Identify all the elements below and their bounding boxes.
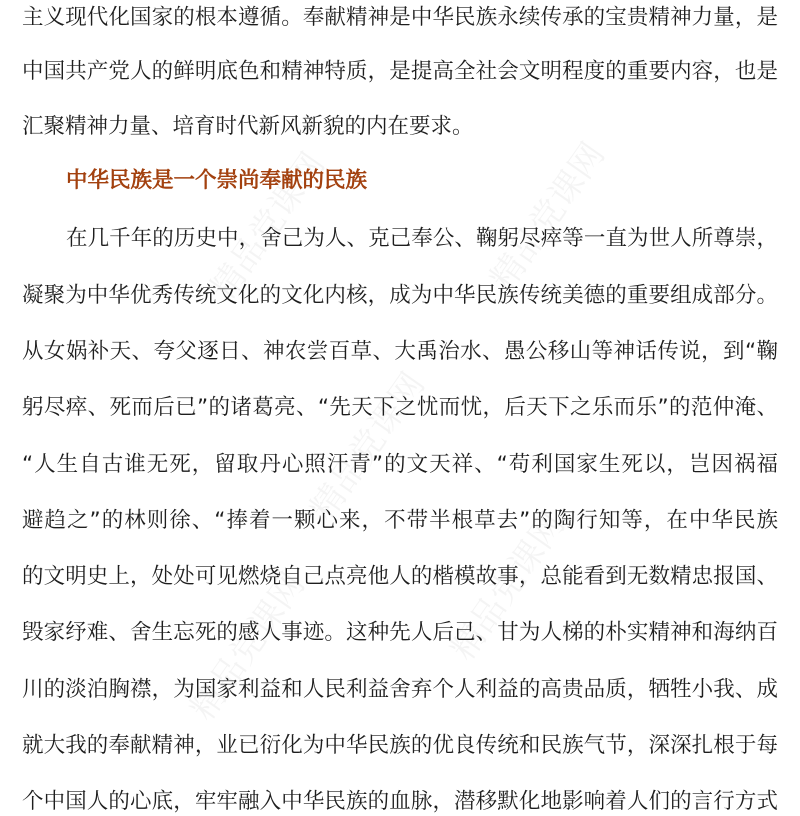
paragraph-line: 个中国人的心底，牢牢融入中华民族的血脉，潜移默化地影响着人们的言行方式 (22, 789, 778, 814)
paragraph-line: 在几千年的历史中，舍己为人、克己奉公、鞠躬尽瘁等一直为世人所尊崇， (66, 226, 778, 251)
paragraph-line: 中国共产党人的鲜明底色和精神特质，是提高全社会文明程度的重要内容，也是 (22, 59, 778, 84)
paragraph-line: 凝聚为中华优秀传统文化的文化内核，成为中华民族传统美德的重要组成部分。 (22, 283, 778, 308)
paragraph-line: 就大我的奉献精神，业已衍化为中华民族的优良传统和民族气节，深深扎根于每 (22, 733, 778, 758)
watermark (296, 361, 434, 528)
paragraph-line: 从女娲补天、夸父逐日、神农尝百草、大禹治水、愚公移山等神话传说，到“鞠 (22, 339, 778, 364)
paragraph-line: 毁家纾难、舍生忘死的感人事迹。这种先人后己、甘为人梯的朴实精神和海纳百 (22, 620, 778, 645)
section-heading: 中华民族是一个崇尚奉献的民族 (66, 168, 368, 193)
watermark (476, 131, 614, 298)
paragraph-line: 主义现代化国家的根本遵循。奉献精神是中华民族永续传承的宝贵精神力量，是 (22, 5, 778, 30)
paragraph-line: 避趋之”的林则徐、“捧着一颗心来，不带半根草去”的陶行知等，在中华民族 (22, 508, 778, 533)
paragraph-line: 的文明史上，处处可见燃烧自己点亮他人的楷模故事，总能看到无数精忠报国、 (22, 564, 778, 589)
paragraph-line: 躬尽瘁、死而后已”的诸葛亮、“先天下之忧而忧，后天下之乐而乐”的范仲淹、 (22, 395, 778, 420)
paragraph-line: 汇聚精神力量、培育时代新风新貌的内在要求。 (22, 114, 474, 139)
paragraph-line: 川的淡泊胸襟，为国家利益和人民利益舍弃个人利益的高贵品质，牺牲小我、成 (22, 677, 778, 702)
paragraph-line: “人生自古谁无死，留取丹心照汗青”的文天祥、“苟利国家生死以，岂因祸福 (22, 452, 778, 477)
